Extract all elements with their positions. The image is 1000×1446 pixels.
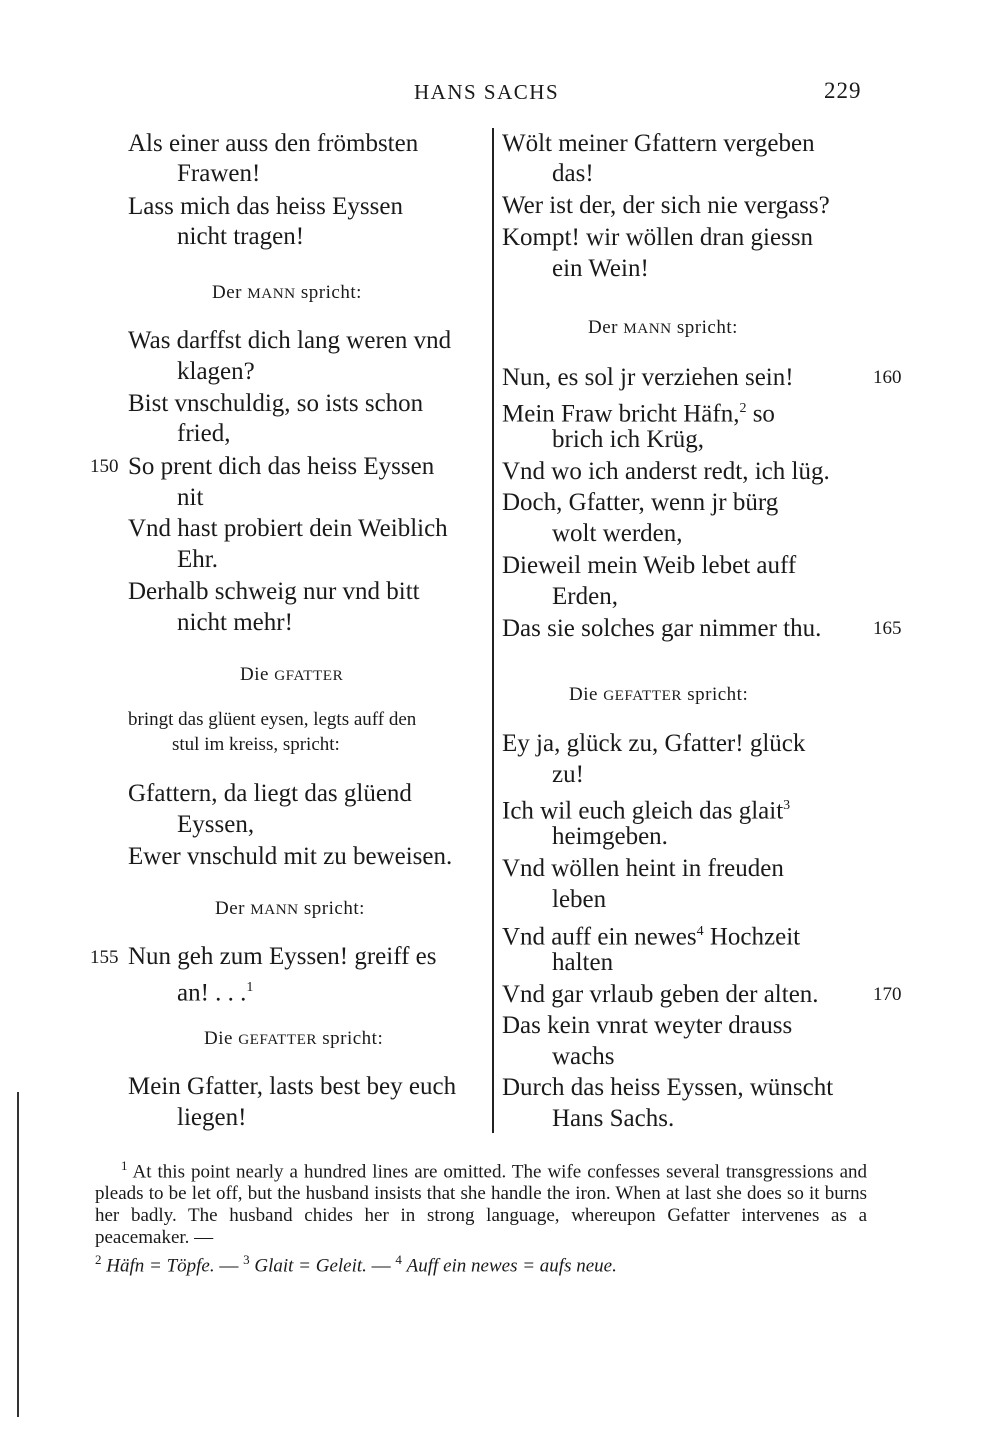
speaker-cue: Die GEFATTER spricht:	[569, 684, 749, 705]
verse-continuation: wolt werden,	[552, 520, 683, 547]
running-title: HANS SACHS	[414, 80, 560, 104]
verse-line: Mein Fraw bricht Häfn,$^2$ so	[502, 400, 775, 428]
verse-line: Nun geh zum Eyssen! greiff es	[128, 943, 437, 970]
footnote-marker: 2	[95, 1252, 102, 1268]
footnotes: $^1$ At this point nearly a hundred lines are omitted. The wife confesses several transgressions and pleads to be let off, but the husband insists that she handle the iron. When at last she does so it burns her badly. The husband chides her in strong language, whereupon Gefatter intervenes as a peacemaker. — $^2$ Häfn = Töpfe. — $^3$ Glait = Geleit. — $^4$ Auff ein newes = aufs neue.	[95, 1158, 868, 1277]
verse-continuation: Hans Sachs.	[552, 1105, 675, 1132]
verse-continuation: wachs	[552, 1043, 615, 1070]
verse-line: Ich wil euch gleich das glait$^3$	[502, 797, 791, 825]
verse-continuation: heimgeben.	[552, 823, 668, 850]
verse-line: Ey ja, glück zu, Gfatter! glück	[502, 730, 806, 757]
speaker-cue: Die GEFATTER spricht:	[204, 1028, 384, 1049]
verse-line: Wer ist der, der sich nie vergass?	[502, 192, 830, 219]
verse-line: Vnd auff ein newes$^4$ Hochzeit	[502, 923, 801, 951]
line-number: 170	[873, 984, 902, 1005]
verse-line: Doch, Gfatter, wenn jr bürg	[502, 489, 779, 516]
scan-edge-line	[17, 1092, 19, 1417]
verse-line: Mein Gfatter, lasts best bey euch	[128, 1073, 457, 1100]
verse-line: Durch das heiss Eyssen, wünscht	[502, 1074, 834, 1101]
verse-line: Lass mich das heiss Eyssen	[128, 193, 403, 220]
verse-continuation: halten	[552, 949, 614, 976]
speaker-cue: Der MANN spricht:	[588, 317, 738, 338]
footnote-marker: 1	[121, 1158, 128, 1173]
verse-line: Als einer auss den frömbsten	[128, 130, 419, 157]
verse-continuation: Ehr.	[177, 546, 218, 573]
footnote-ref: 1	[246, 980, 254, 995]
verse-line: Das kein vnrat weyter drauss	[502, 1012, 793, 1039]
footnote-2: Häfn = Töpfe.	[106, 1255, 215, 1277]
verse-line: So prent dich das heiss Eyssen	[128, 453, 435, 480]
verse-line: Gfattern, da liegt das glüend	[128, 780, 412, 807]
verse-continuation: Eyssen,	[177, 811, 255, 838]
verse-continuation: das!	[552, 160, 594, 187]
stage-direction-continuation: stul im kreiss, spricht:	[172, 734, 340, 755]
verse-line: Wölt meiner Gfattern vergeben	[502, 130, 815, 157]
footnote-4: Auff ein newes = aufs neue.	[406, 1255, 617, 1277]
footnote-3: Glait = Geleit.	[254, 1255, 367, 1277]
verse-line: Vnd gar vrlaub geben der alten.	[502, 981, 819, 1008]
speaker-cue: Die GFATTER	[240, 664, 344, 685]
line-number: 150	[90, 456, 119, 477]
column-divider	[492, 128, 494, 1133]
verse-continuation: brich ich Krüg,	[552, 426, 705, 453]
footnote-ref: 3	[783, 798, 791, 813]
verse-line: Vnd wöllen heint in freuden	[502, 855, 784, 882]
verse-continuation: an! . . .$^1$	[177, 979, 254, 1007]
line-number: 165	[873, 618, 902, 639]
verse-line: Kompt! wir wöllen dran giessn	[502, 224, 814, 251]
verse-line: Das sie solches gar nimmer thu.	[502, 615, 822, 642]
verse-line: Was darffst dich lang weren vnd	[128, 327, 452, 354]
verse-continuation: nicht mehr!	[177, 609, 293, 636]
footnote-marker: 3	[243, 1252, 250, 1268]
page-number: 229	[824, 78, 862, 103]
verse-line: Bist vnschuldig, so ists schon	[128, 390, 424, 417]
footnote-ref: 2	[739, 401, 747, 416]
verse-continuation: liegen!	[177, 1104, 247, 1131]
footnote-ref: 4	[696, 924, 704, 939]
verse-continuation: Frawen!	[177, 160, 261, 187]
line-number: 155	[90, 947, 119, 968]
verse-line: Vnd wo ich anderst redt, ich lüg.	[502, 458, 830, 485]
stage-direction: bringt das glüent eysen, legts auff den	[128, 709, 417, 730]
speaker-cue: Der MANN spricht:	[215, 898, 365, 919]
verse-continuation: fried,	[177, 420, 231, 447]
line-number: 160	[873, 367, 902, 388]
verse-continuation: nit	[177, 484, 204, 511]
verse-continuation: leben	[552, 886, 607, 913]
speaker-cue: Der MANN spricht:	[212, 282, 362, 303]
verse-line: Dieweil mein Weib lebet auff	[502, 552, 797, 579]
verse-line: Ewer vnschuld mit zu beweisen.	[128, 843, 453, 870]
footnote-marker: 4	[395, 1252, 402, 1268]
verse-continuation: nicht tragen!	[177, 223, 305, 250]
verse-line: Vnd hast probiert dein Weiblich	[128, 515, 448, 542]
verse-line: Derhalb schweig nur vnd bitt	[128, 578, 420, 605]
footnote-1: At this point nearly a hundred lines are omitted. The wife confesses several transgressions and pleads to be let off, but the husband insists that she handle the iron. When at last she does so it burns her badly. The husband chides her in strong language, whereupon Gefatter intervenes as a peacemaker.	[95, 1161, 868, 1249]
verse-continuation: klagen?	[177, 358, 255, 385]
verse-continuation: Erden,	[552, 583, 618, 610]
verse-line: Nun, es sol jr verziehen sein!	[502, 364, 794, 391]
verse-continuation: ein Wein!	[552, 255, 649, 282]
verse-continuation: zu!	[552, 761, 584, 788]
